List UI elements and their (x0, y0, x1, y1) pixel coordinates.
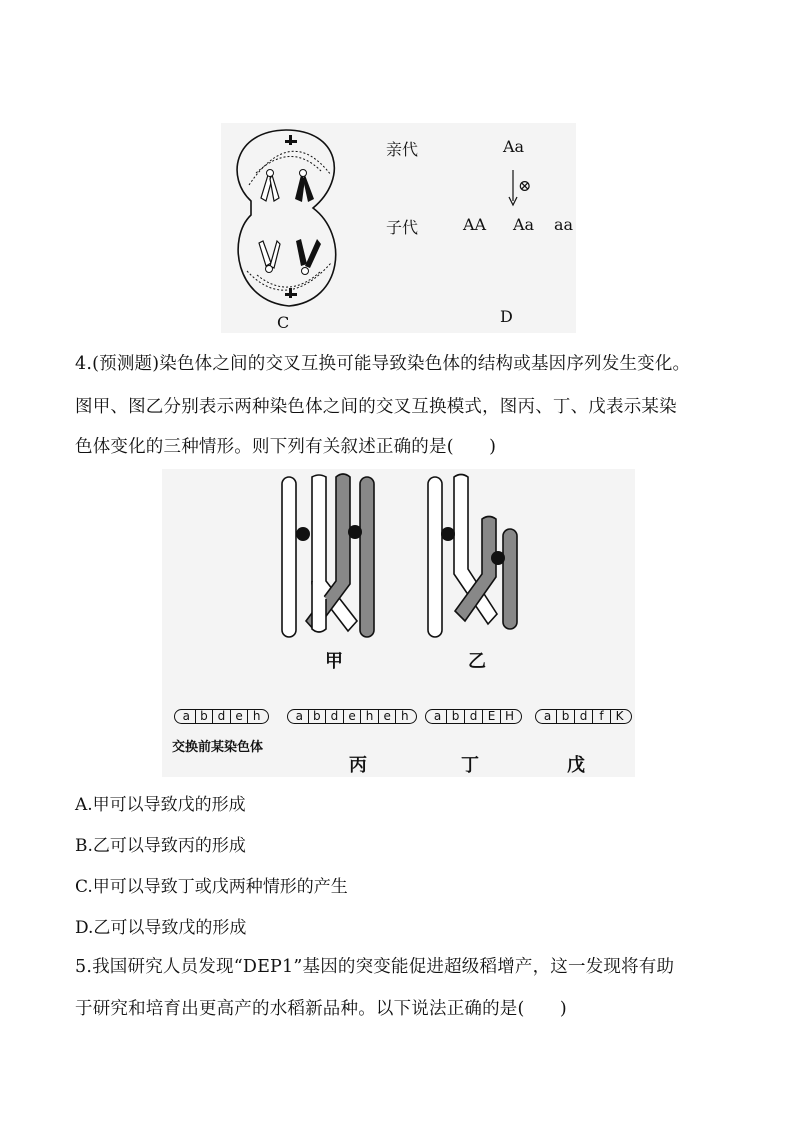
question4-line-2: 图甲、图乙分别表示两种染色体之间的交叉互换模式，图丙、丁、戊表示某染 (75, 397, 677, 417)
label-wu: 戊 (567, 755, 585, 776)
gene: h (361, 710, 379, 723)
gene-bar-original (174, 709, 269, 724)
gene-bar-wu (535, 709, 632, 724)
cross-panel-label: D (500, 307, 513, 326)
offspring-genotype-aa: aa (554, 215, 574, 234)
label-yi: 乙 (468, 651, 486, 672)
gene: b (557, 710, 575, 723)
option-d: D.乙可以导致戊的形成 (75, 918, 247, 938)
gene: f (593, 710, 611, 723)
original-chromosome-caption: 交换前某染色体 (172, 740, 264, 755)
offspring-genotype-Aa: Aa (513, 215, 535, 234)
gene: d (575, 710, 593, 723)
gene: a (429, 710, 447, 723)
gene: a (539, 710, 557, 723)
option-c: C.甲可以导致丁或戊两种情形的产生 (75, 877, 348, 897)
gene: b (447, 710, 465, 723)
cell-panel-label: C (277, 313, 290, 332)
question4-line-1: 4.(预测题)染色体之间的交叉互换可能导致染色体的结构或基因序列发生变化。 (75, 354, 691, 374)
label-ding: 丁 (461, 755, 479, 776)
gene: b (309, 710, 327, 723)
gene: h (252, 709, 261, 723)
crossover-drawing (162, 469, 635, 777)
figure-cell-division-and-cross (221, 123, 576, 333)
parent-label: 亲代 (386, 140, 419, 159)
gene: H (504, 709, 515, 723)
question4-line-3: 色体变化的三种情形。则下列有关叙述正确的是( ) (75, 437, 497, 457)
question5-line-1: 5.我国研究人员发现“DEP1”基因的突变能促进超级稻增产，这一发现将有助 (75, 957, 675, 977)
gene: d (326, 710, 344, 723)
offspring-label: 子代 (386, 218, 419, 237)
gene: K (615, 709, 624, 723)
offspring-genotype-AA: AA (463, 215, 487, 234)
gene: d (465, 710, 483, 723)
gene: d (213, 710, 231, 723)
gene: e (379, 710, 397, 723)
question5-line-2: 于研究和培育出更高产的水稻新品种。以下说法正确的是( ) (75, 999, 567, 1019)
self-cross-symbol: ⊗ (518, 176, 532, 195)
figure-crossover (162, 469, 635, 777)
gene: e (344, 710, 362, 723)
gene: e (231, 710, 249, 723)
gene: a (291, 710, 309, 723)
option-b: B.乙可以导致丙的形成 (75, 836, 246, 856)
gene: a (178, 710, 196, 723)
label-jia: 甲 (325, 651, 343, 672)
label-bing: 丙 (349, 755, 367, 776)
parent-genotype: Aa (503, 137, 525, 156)
gene: h (400, 709, 409, 723)
option-a: A.甲可以导致戊的形成 (75, 795, 246, 815)
gene: b (196, 710, 214, 723)
gene-bar-ding (425, 709, 522, 724)
gene: E (483, 710, 501, 723)
gene-bar-bing (287, 709, 417, 724)
